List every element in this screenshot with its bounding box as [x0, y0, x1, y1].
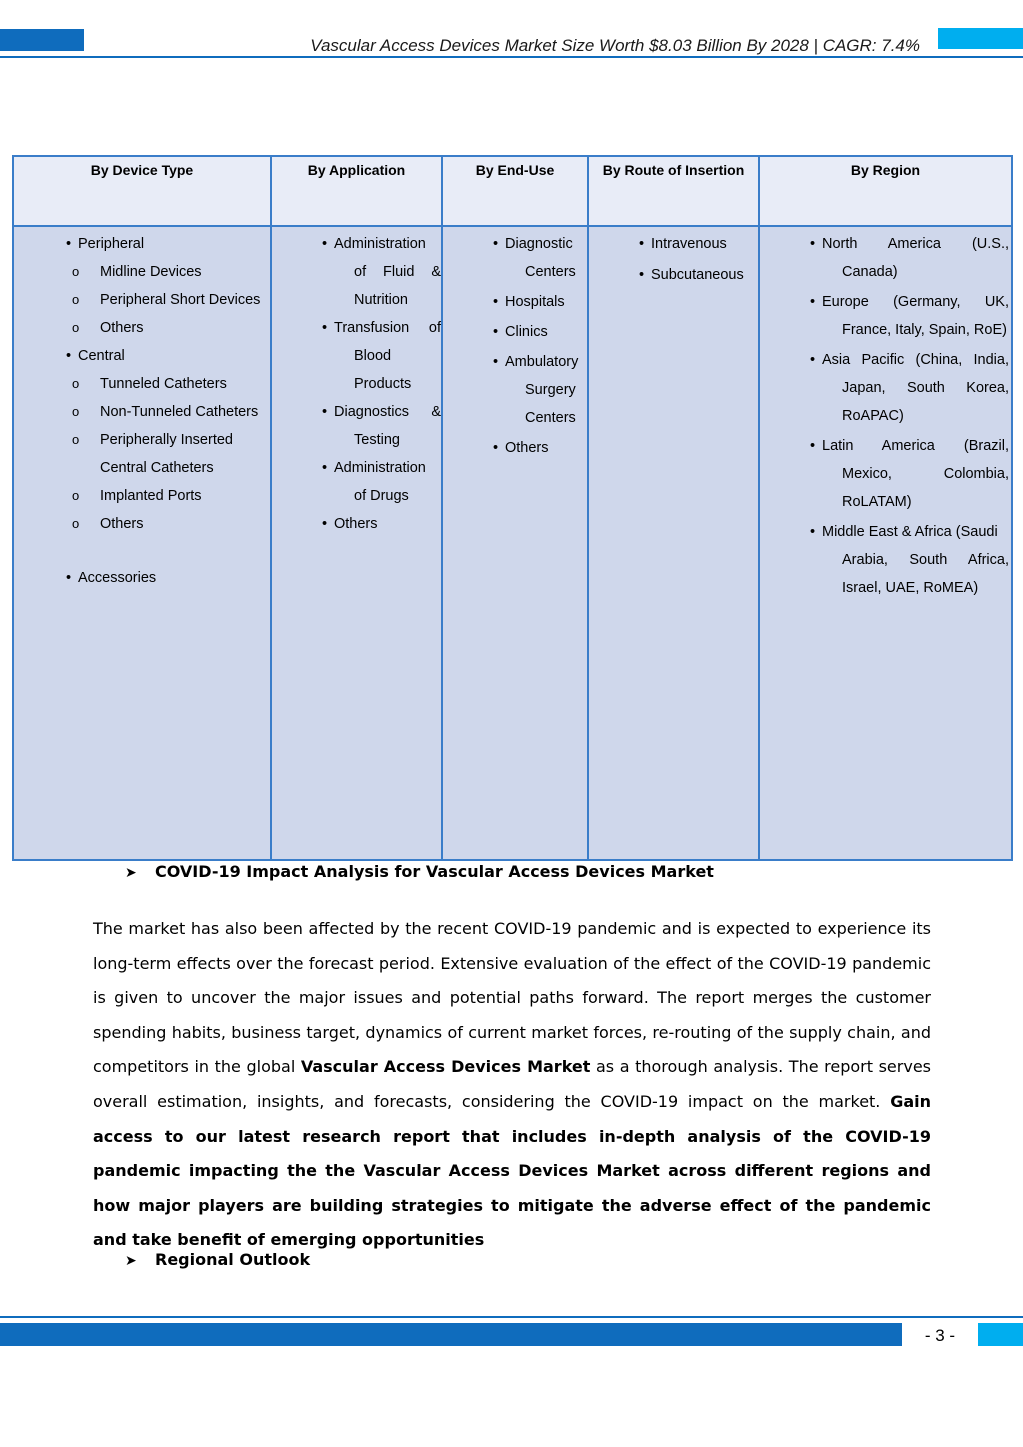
list-item: • Administration of Fluid & Nutrition	[322, 230, 441, 314]
list-item: • Intravenous	[639, 230, 758, 258]
list-item: • Europe (Germany, UK, France, Italy, Spain, RoE)	[810, 288, 1011, 344]
regional-outlook-heading: ➤ Regional Outlook	[125, 1250, 311, 1269]
list-item: • Subcutaneous	[639, 261, 758, 289]
header-route: By Route of Insertion	[588, 156, 759, 226]
list-item: o Others	[72, 510, 270, 538]
list-item: • Clinics	[493, 318, 587, 346]
list-item: • Others	[322, 510, 441, 538]
list-item: o Others	[72, 314, 270, 342]
list-item: o Peripheral Short Devices	[72, 286, 270, 314]
list-item: o Non-Tunneled Catheters	[72, 398, 270, 426]
list-item: o Midline Devices	[72, 258, 270, 286]
list-item: • Hospitals	[493, 288, 587, 316]
list-item: • Latin America (Brazil, Mexico, Colombia, RoLATAM)	[810, 432, 1011, 516]
cell-application	[271, 226, 442, 860]
list-item: • Accessories	[66, 564, 270, 592]
header-application: By Application	[271, 156, 442, 226]
header-rule	[0, 56, 1023, 58]
header-region: By Region	[759, 156, 1012, 226]
cell-device-type	[13, 226, 271, 860]
list-item: o Implanted Ports	[72, 482, 270, 510]
segmentation-table	[12, 155, 1013, 861]
list-item: • Ambulatory Surgery Centers	[493, 348, 587, 432]
cell-region	[759, 226, 1012, 860]
list-item: • North America (U.S., Canada)	[810, 230, 1011, 286]
list-item: • Others	[493, 434, 587, 462]
page-header-title: Vascular Access Devices Market Size Worth $8.03 Billion By 2028 | CAGR: 7.4%	[310, 36, 920, 55]
table-header-row	[13, 156, 1012, 226]
list-item: • Diagnostic Centers	[493, 230, 587, 286]
covid-paragraph: The market has also been affected by the recent COVID-19 pandemic and is expected to experience its long-term effects over the forecast period. Extensive evaluation of the effect of the COVID-19 pandemic is given to uncover the major issues and potential paths forward. The report merges the customer spending habits, business target, dynamics of current market forces, re-routing of the supply chain, and competitors in the global Vascular Access Devices Market as a thorough analysis. The report serves overall estimation, insights, and forecasts, considering the COVID-19 impact on the market. Gain access to our latest research report that includes in-depth analysis of the COVID-19 pandemic impacting the the Vascular Access Devices Market across different regions and how major players are building strategies to mitigate the adverse effect of the pandemic and take benefit of emerging opportunities	[93, 919, 931, 1250]
footer-accent-right	[978, 1323, 1023, 1346]
market-name: Vascular Access Devices Market	[300, 1057, 591, 1077]
report-cta-text: Gain access to our latest research report that includes in-depth analysis of the COVID-19 pandemic impacting the the Vascular Access Devices Market across different regions and how major players are building strategies to mitigate the adverse effect of the pandemic and take benefit of emerging opportunities	[93, 1091, 931, 1250]
footer-bar	[0, 1323, 902, 1346]
cell-end-use	[442, 226, 588, 860]
header-accent-right	[938, 28, 1023, 49]
list-item: • Diagnostics & Testing	[322, 398, 441, 454]
header-accent-left	[0, 29, 84, 51]
list-item: o Tunneled Catheters	[72, 370, 270, 398]
list-item: • Middle East & Africa (Saudi Arabia, South Africa, Israel, UAE, RoMEA)	[810, 518, 1011, 602]
table-row	[13, 226, 1012, 860]
page-number: - 3 -	[924, 1326, 956, 1345]
header-end-use: By End-Use	[442, 156, 588, 226]
cell-route	[588, 226, 759, 860]
arrow-bullet-icon: ➤	[125, 1253, 137, 1269]
list-item: • Transfusion of Blood Products	[322, 314, 441, 398]
arrow-bullet-icon: ➤	[125, 865, 137, 881]
list-item: o Peripherally Inserted Central Catheters	[72, 426, 270, 482]
list-item: • Peripheral	[66, 230, 270, 258]
footer-rule	[0, 1316, 1023, 1318]
list-item: • Administration of Drugs	[322, 454, 441, 510]
list-item: • Asia Pacific (China, India, Japan, South Korea, RoAPAC)	[810, 346, 1011, 430]
header-device-type: By Device Type	[13, 156, 271, 226]
list-item: • Central	[66, 342, 270, 370]
covid-heading: ➤ COVID-19 Impact Analysis for Vascular Access Devices Market	[125, 862, 714, 881]
